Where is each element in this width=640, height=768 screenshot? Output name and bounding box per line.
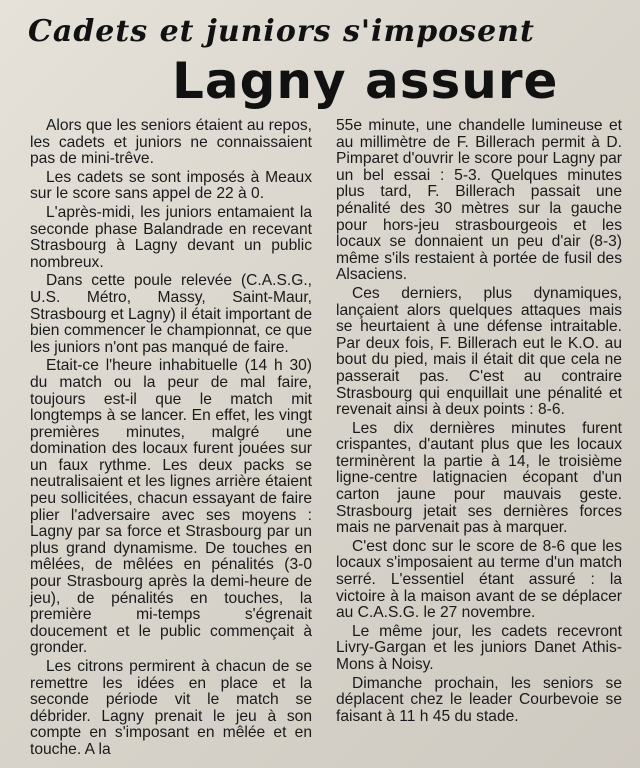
paragraph: Les citrons permirent à chacun de se remettre les idées en place et la seconde période vit le match se débrider. Lagny prenait le jeu à son compte en s'imposant en mêlée et en touche. A la — [30, 658, 312, 758]
paragraph: L'après-midi, les juniors entamaient la seconde phase Balandrade en recevant Strasbourg à Lagny devant un public nombreux. — [30, 203, 312, 271]
paragraph: Dans cette poule relevée (C.A.S.G., U.S. Métro, Massy, Saint-Maur, Strasbourg et Lagny) il était important de bien commencer le championnat, ce que les juniors n'ont pas manqué de faire. — [30, 272, 312, 356]
article-column-left — [30, 118, 312, 761]
paragraph-continuation: 55e minute, une chandelle lumineuse et au millimètre de F. Billerach permit à D. Pimparet d'ouvrir le score pour Lagny par un bel essai : 5-3. Quelques minutes plus tard, F. Billerach passait une pénalité des 30 mètres sur la gauche pour hors-jeu strasbourgeois et les locaux se donnaient un peu d'air (8-3) même s'ils restaient à portée de fusil des Alsaciens. — [336, 117, 622, 284]
paragraph: Le même jour, les cadets recevront Livry-Gargan et les juniors Danet Athis-Mons à Noisy. — [336, 622, 622, 673]
paragraph: Alors que les seniors étaient au repos, les cadets et juniors ne connaissaient pas de mini-trêve. — [30, 117, 312, 168]
paragraph: Ces derniers, plus dynamiques, lançaient alors quelques attaques mais se heurtaient à une défense intraitable. Par deux fois, F. Billerach eut le K.O. au bout du pied, mais il était dit que cela ne passerait pas. C'est au contraire Strasbourg qui enquillait une pénalité et revenait ainsi à deux points : 8-6. — [336, 284, 622, 419]
paragraph: Etait-ce l'heure inhabituelle (14 h 30) du match ou la peur de mal faire, toujours est-il que le match mit longtemps à se lancer. En effet, les vingt premières minutes, malgré une domination des locaux furent jouées sur un faux rythme. Les deux packs se neutralisaient et les lignes arrière étaient peu sollicitées, chacun essayant de faire plier l'adversaire avec ses moyens : Lagny par sa force et Strasbourg par un plus grand dynamisme. De touches en mêlées, de mêlées en pénalités (3-0 pour Strasbourg après la demi-heure de jeu), de pénalités en touches, la première mi-temps s'égrenait doucement et le public commençait à gronder. — [30, 357, 312, 657]
paragraph: Les dix dernières minutes furent crispantes, d'autant plus que les locaux terminèrent la partie à 14, le troisième ligne-centre latignacien écopant d'un carton jaune pour mauvais geste. Strasbourg jetait ses dernières forces mais ne parvenait pas à marquer. — [336, 419, 622, 537]
article-headline: Lagny assure — [172, 52, 559, 110]
paragraph: C'est donc sur le score de 8-6 que les locaux s'imposaient au terme d'un match serré. L'essentiel étant assuré : la victoire à la maison avant de se déplacer au C.A.S.G. le 27 novembre. — [336, 537, 622, 622]
paragraph: Dimanche prochain, les seniors se déplacent chez le leader Courbevoie se faisant à 11 h 45 du stade. — [336, 674, 622, 725]
paragraph: Les cadets se sont imposés à Meaux sur le score sans appel de 22 à 0. — [30, 168, 312, 203]
article-column-right — [336, 118, 622, 727]
article-kicker: Cadets et juniors s'imposent — [28, 14, 535, 49]
